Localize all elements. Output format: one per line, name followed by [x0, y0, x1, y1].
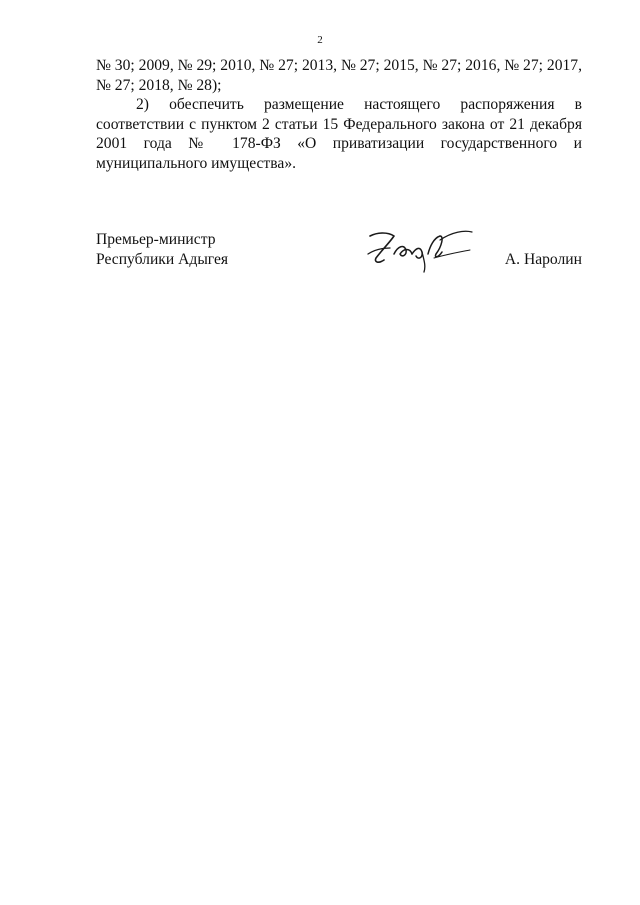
- signer-position: [96, 230, 228, 269]
- signature-block: [96, 230, 582, 290]
- page-number: 2: [317, 34, 323, 46]
- paragraph-continuation: № 30; 2009, № 29; 2010, № 27; 2013, № 27; 2015, № 27; 2016, № 27; 2017, № 27; 2018, № 28);: [96, 57, 582, 94]
- paragraph-item-2: 2) обеспечить размещение настоящего распоряжения в соответствии с пунктом 2 статьи 15 Федерального закона от 21 декабря 2001 года № 178-ФЗ «О приватизации государственного и муниципального имущества».: [96, 96, 582, 172]
- signer-position-line-2: Республики Адыгея: [96, 250, 229, 268]
- signer-position-line-1: Премьер-министр: [96, 231, 216, 248]
- signer-name: А. Наролин: [504, 250, 582, 268]
- handwritten-signature: [364, 224, 476, 274]
- document-body: [96, 56, 582, 174]
